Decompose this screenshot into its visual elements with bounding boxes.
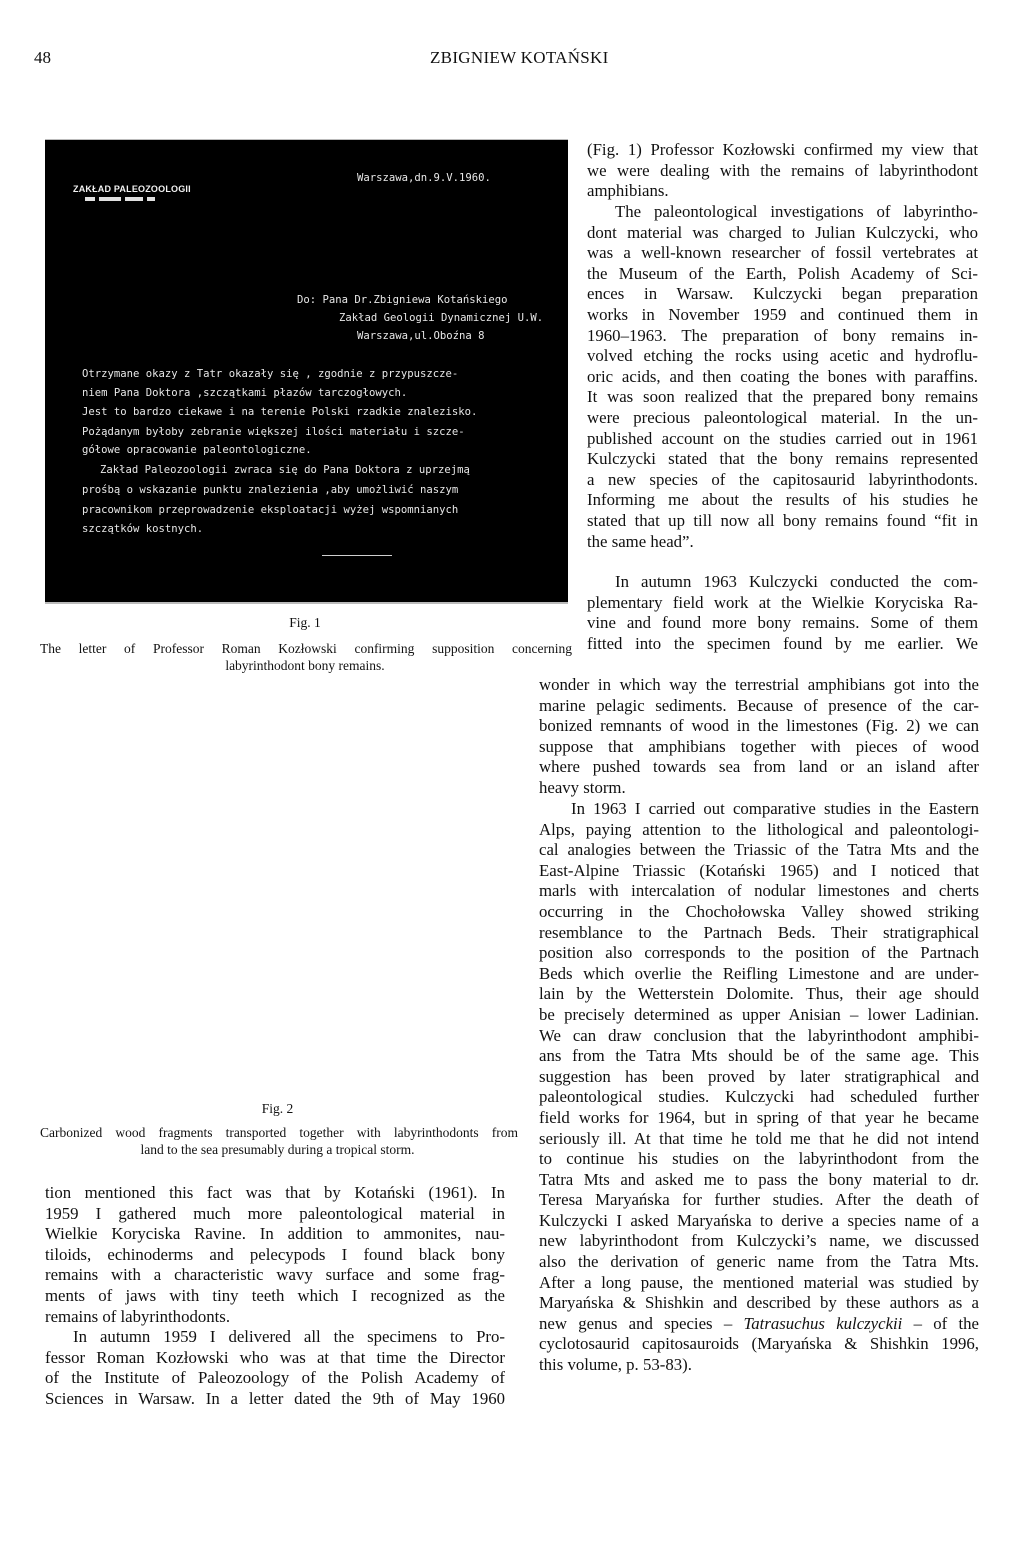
letter-body-line: Pożądanym byłoby zebranie większej ilości materiału i szcze- xyxy=(82,426,465,438)
right-column-paragraph-3-continued: wonder in which way the terrestrial amphibians got into the marine pelagic sediments. Because of presence of the car- bonized remnants of wood in the limestones (Fig. 2) we can suppose that amphibians together with pieces of wood where pushed towards sea from land or an island after heavy storm. xyxy=(539,675,979,797)
letterhead-address-stamp xyxy=(85,196,165,202)
page-number: 48 xyxy=(34,48,51,67)
species-name-line: new genus and species – Tatrasuchus kulczyckii – of the xyxy=(539,1313,979,1333)
letter-recipient-line-3: Warszawa,ul.Oboźna 8 xyxy=(357,330,485,342)
running-header-author: ZBIGNIEW KOTAŃSKI xyxy=(430,48,609,67)
letter-body-line: Otrzymane okazy z Tatr okazały się , zgodnie z przypuszcze- xyxy=(82,368,459,380)
letter-recipient-line-1: Do: Pana Dr.Zbigniewa Kotańskiego xyxy=(297,294,508,306)
letter-signature-line xyxy=(322,555,392,556)
letter-body-line: Jest to bardzo ciekawe i na terenie Polski rzadkie znalezisko. xyxy=(82,406,478,418)
letter-body-line: pracownikom przeprowadzenie eksploatacji wyżej wspomnianych xyxy=(82,504,459,516)
letter-place-date: Warszawa,dn.9.V.1960. xyxy=(357,172,491,184)
species-name-italic: Tatrasuchus kulczyckii xyxy=(743,1313,903,1333)
figure-2-caption-line-2: land to the sea presumably during a tropical storm. xyxy=(140,1142,415,1157)
letterhead-institution: ZAKŁAD PALEOZOOLOGII xyxy=(73,184,191,194)
right-column-paragraph-2: The paleontological investigations of labyrintho- dont material was charged to Julian Kulczycki, who was a well-known researcher of fossil vertebrates at the Museum of the Earth, Polish Academy of Sci- ences in Warsaw. Kulczycki began preparation works in November 1959 and continued them in 1960–1963. The preparation of bony remains in- volved etching the rocks using acetic and hydroflu- oric acids, and then coating the bones with paraffins. It was soon realized that the prepared bony remains were precious paleontological material. In the un- published account on the studies carried out in 1961 Kulczycki stated that the bony remains represented a new species of the capitosaurid labyrinthodonts. Informing me about the results of his studies he stated that up till now all bony remains found “fit in the same head”. xyxy=(587,202,978,551)
left-column-paragraph-2: In autumn 1959 I delivered all the specimens to Pro- fessor Roman Kozłowski who was at that time the Director of the Institute of Paleozoology of the Polish Academy of Sciences in Warsaw. In a letter dated the 9th of May 1960 xyxy=(45,1327,505,1408)
right-column-paragraph-3-start: In autumn 1963 Kulczycki conducted the com- plementary field work at the Wielkie Koryciska Ra- vine and found more bony remains. Some of them fitted into the specimen found by me earlier. We xyxy=(587,572,978,653)
letter-body-line: szczątków kostnych. xyxy=(82,523,204,535)
letter-body-line: prośbą o wskazanie punktu znalezienia ,aby umożliwić naszym xyxy=(82,484,459,496)
letter-body-line: niem Pana Doktora ,szczątkami płazów tarczogłowych. xyxy=(82,387,408,399)
letter-body-line: gółowe opracowanie paleontologiczne. xyxy=(82,444,312,456)
figure-1-caption-line-2: labyrinthodont bony remains. xyxy=(225,658,385,673)
figure-2-caption-line-1: Carbonized wood fragments transported together with labyrinthodonts from xyxy=(40,1125,518,1140)
figure-1-caption-line-1: The letter of Professor Roman Kozłowski confirming supposition concerning xyxy=(40,641,572,656)
right-column-paragraph-4: In 1963 I carried out comparative studies in the Eastern Alps, paying attention to the lithological and paleontologi- cal analogies between the Triassic of the Tatra Mts and the East-Alpine Triassic (Kotański 1965) and I noticed that marls with intercalation of nodular limestones and cherts occurring in the Chochołowska Valley showed striking resemblance to the Partnach Beds. Their stratigraphical position also corresponds to the position of the Partnach Beds which overlie the Reifling Limestone and are under- lain by the Wetterstein Dolomite. Thus, their age should be precisely determined as upper Anisian – lower Ladinian. We can draw conclusion that the labyrinthodont amphibi- ans from the Tatra Mts should be of the same age. This suggestion has been proved by later stratigraphical and paleontological studies. Kulczycki had scheduled further field works for 1964, but in spring of that year he became seriously ill. At that time he told me that he did not intend to continue his studies on the labyrinthodont from the Tatra Mts and asked me to pass the bony material to dr. Teresa Maryańska for further studies. After the death of Kulczycki I asked Maryańska to derive a species name of a new labyrinthodont from Kulczycki’s name, we discussed also the derivation of generic name from the Tatra Mts. After a long pause, the mentioned material was studied by Maryańska & Shishkin and described by these authors as a new genus and species – Tatrasuchus kulczyckii – of the cyclotosaurid capitosauroids (Maryańska & Shishkin 1996, this volume, p. 53-83). xyxy=(539,799,979,1375)
figure-1-letter-image xyxy=(45,139,568,604)
figure-2-label: Fig. 2 xyxy=(261,1101,294,1116)
figure-1-label: Fig. 1 xyxy=(289,615,321,630)
right-column-paragraph-1: (Fig. 1) Professor Kozłowski confirmed my view that we were dealing with the remains of labyrinthodont amphibians. xyxy=(587,140,978,201)
letter-recipient-line-2: Zakład Geologii Dynamicznej U.W. xyxy=(339,312,544,324)
figure-2-image xyxy=(45,675,515,1095)
letter-body-line: Zakład Paleozoologii zwraca się do Pana Doktora z uprzejmą xyxy=(100,464,470,476)
left-column-paragraph-1: tion mentioned this fact was that by Kotański (1961). In 1959 I gathered much more paleontological material in Wielkie Koryciska Ravine. In addition to ammonites, nau- tiloids, echinoderms and pelecypods I found black bony remains with a characteristic wavy surface and some frag- ments of jaws with tiny teeth which I recognized as the remains of labyrinthodonts. xyxy=(45,1183,505,1326)
